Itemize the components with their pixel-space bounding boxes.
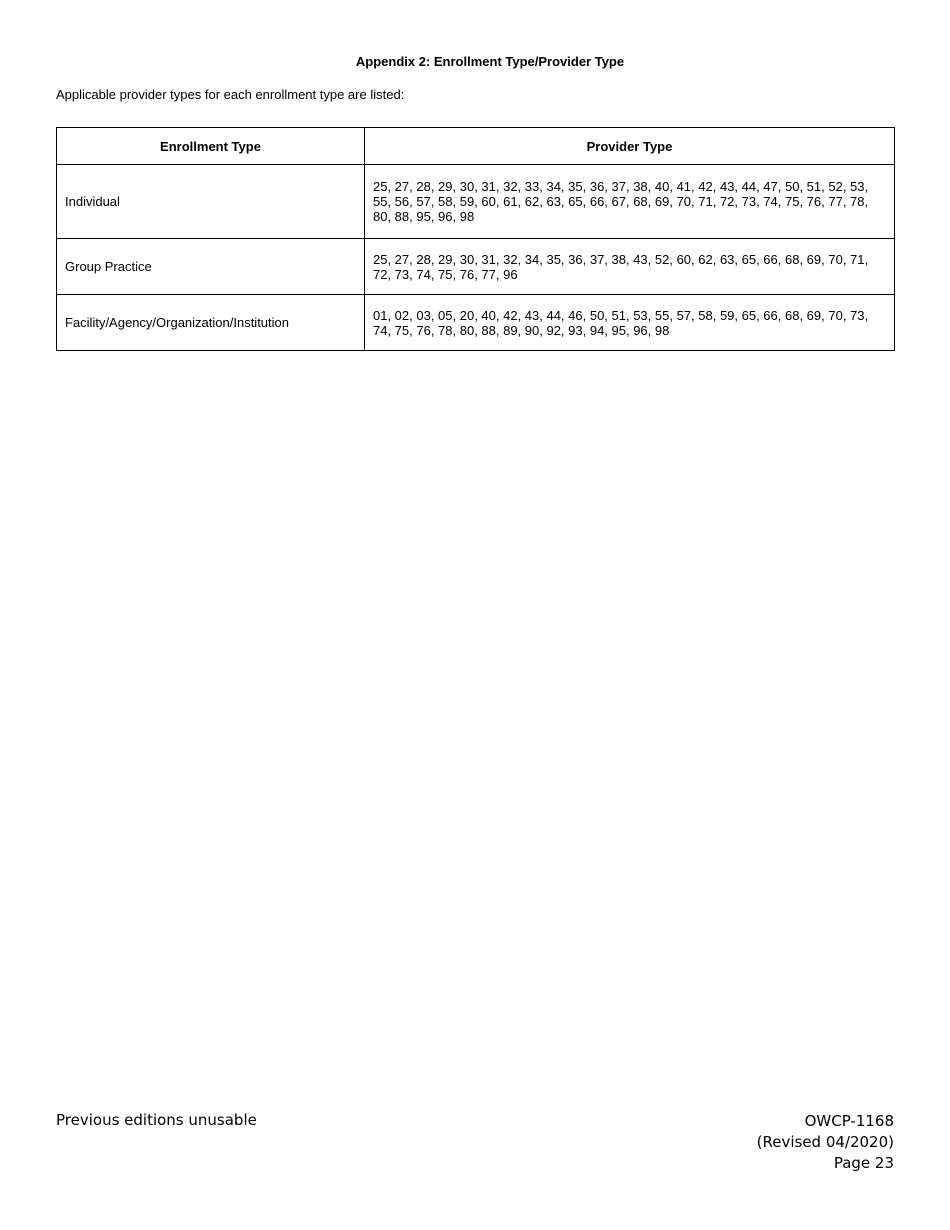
header-provider-type: Provider Type (365, 128, 895, 165)
header-enrollment-type: Enrollment Type (57, 128, 365, 165)
provider-type-cell: 01, 02, 03, 05, 20, 40, 42, 43, 44, 46, 50, 51, 53, 55, 57, 58, 59, 65, 66, 68, 69, 70, 73, 74, 75, 76, 78, 80, 88, 89, 90, 92, 93, 94, 95, 96, 98 (365, 295, 895, 351)
enrollment-type-cell: Group Practice (57, 239, 365, 295)
provider-type-cell: 25, 27, 28, 29, 30, 31, 32, 33, 34, 35, 36, 37, 38, 40, 41, 42, 43, 44, 47, 50, 51, 52, 53, 55, 56, 57, 58, 59, 60, 61, 62, 63, 65, 66, 67, 68, 69, 70, 71, 72, 73, 74, 75, 76, 77, 78, 80, 88, 95, 96, 98 (365, 165, 895, 239)
table-row (57, 239, 895, 295)
table-row (57, 295, 895, 351)
enrollment-type-cell: Individual (57, 165, 365, 239)
footer-form-info (757, 1111, 894, 1174)
page-title: Appendix 2: Enrollment Type/Provider Type (355, 54, 625, 69)
form-number: OWCP-1168 (804, 1112, 894, 1130)
intro-text: Applicable provider types for each enrollment type are listed: (56, 87, 405, 102)
table-row (57, 165, 895, 239)
provider-type-cell: 25, 27, 28, 29, 30, 31, 32, 34, 35, 36, 37, 38, 43, 52, 60, 62, 63, 65, 66, 68, 69, 70, 71, 72, 73, 74, 75, 76, 77, 96 (365, 239, 895, 295)
enrollment-provider-table (56, 127, 895, 351)
footer-editions-note: Previous editions unusable (56, 1111, 257, 1129)
table-header-row (57, 128, 895, 165)
revision-date: (Revised 04/2020) (756, 1133, 894, 1151)
page-number: Page 23 (833, 1154, 894, 1172)
enrollment-type-cell: Facility/Agency/Organization/Institution (57, 295, 365, 351)
